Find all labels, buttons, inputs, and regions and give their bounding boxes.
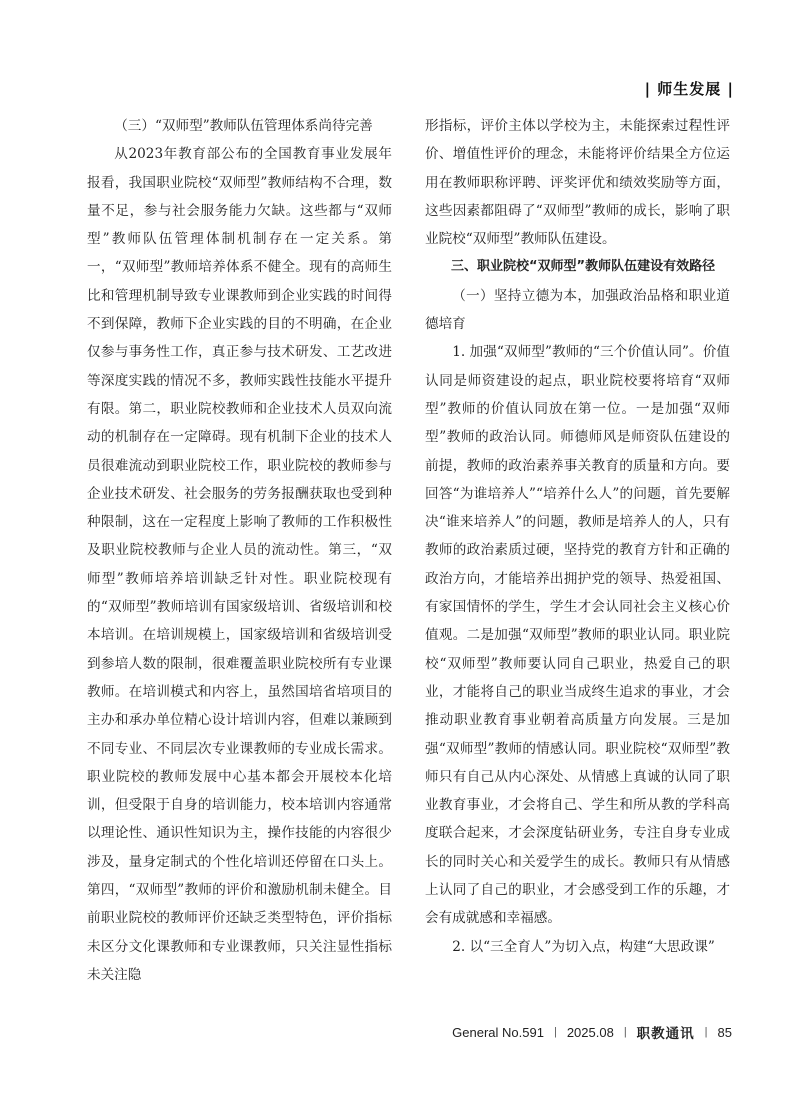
page-number: 85 [717, 1024, 732, 1040]
subsection-heading: （一）坚持立德为本，加强政治品格和职业道德培育 [425, 287, 730, 333]
footer-divider: | [623, 1026, 627, 1038]
section-heading: 三、职业院校“双师型”教师队伍建设有效路径 [451, 259, 716, 275]
left-column [87, 112, 392, 989]
section-tag: | 师生发展 | [644, 80, 734, 98]
issue-date: 2025.08 [566, 1024, 614, 1040]
page-footer [452, 1022, 732, 1042]
body-paragraph: 1. 加强“双师型”教师的“三个价值认同”。价值认同是师资建设的起点，职业院校要将培育“双师型”教师的价值认同放在第一位。一是加强“双师型”教师的政治认同。师德师风是师资队伍建设的前提，教师的政治素养事关教育的质量和方向。要回答“为谁培养人”“培养什么人”的问题，首先要解决“谁来培养人”的问题，教师是培养人的人，只有教师的政治素质过硬，坚持党的教育方针和正确的政治方向，才能培养出拥护党的领导、热爱祖国、有家国情怀的学生，学生才会认同社会主义核心价值观。二是加强“双师型”教师的职业认同。职业院校“双师型”教师要认同自己职业，热爱自己的职业，才能将自己的职业当成终生追求的事业，才会推动职业教育事业朝着高质量方向发展。三是加强“双师型”教师的情感认同。职业院校“双师型”教师只有自己从内心深处、从情感上真诚的认同了职业教育事业，才会将自己、学生和所从教的学科高度联合起来，才会深度钻研业务，专注自身专业成长的同时关心和关爱学生的成长。教师只有从情感上认同了自己的职业，才会感受到工作的乐趣，才会有成就感和幸福感。 [425, 344, 730, 927]
general-number: General No.591 [452, 1024, 544, 1040]
body-paragraph-continued: 形指标，评价主体以学校为主，未能探索过程性评价、增值性评价的理念，未能将评价结果全方位运用在教师职称评聘、评奖评优和绩效奖励等方面，这些因素都阻碍了“双师型”教师的成长，影响了职业院校“双师型”教师队伍建设。 [425, 118, 730, 248]
body-paragraph: 从2023年教育部公布的全国教育事业发展年报看，我国职业院校“双师型”教师结构不合理，数量不足，参与社会服务能力欠缺。这些都与“双师型”教师队伍管理体制机制存在一定关系。第一，“双师型”教师培养体系不健全。现有的高师生比和管理机制导致专业课教师到企业实践的时间得不到保障，教师下企业实践的目的不明确，在企业仅参与事务性工作，真正参与技术研发、工艺改进等深度实践的情况不多，教师实践性技能水平提升有限。第二，职业院校教师和企业技术人员双向流动的机制存在一定障碍。现有机制下企业的技术人员很难流动到职业院校工作，职业院校的教师参与企业技术研发、社会服务的劳务报酬获取也受到种种限制，这在一定程度上影响了教师的工作积极性及职业院校教师与企业人员的流动性。第三，“双师型”教师培养培训缺乏针对性。职业院校现有的“双师型”教师培训有国家级培训、省级培训和校本培训。在培训规模上，国家级培训和省级培训受到参培人数的限制，很难覆盖职业院校所有专业课教师。在培训模式和内容上，虽然国培省培项目的主办和承办单位精心设计培训内容，但难以兼顾到不同专业、不同层次专业课教师的专业成长需求。职业院校的教师发展中心基本都会开展校本化培训，但受限于自身的培训能力，校本培训内容通常以理论性、通识性知识为主，操作技能的内容很少涉及，量身定制式的个性化培训还停留在口头上。第四，“双师型”教师的评价和激励机制未健全。目前职业院校的教师评价还缺乏类型特色，评价指标未区分文化课教师和专业课教师，只关注显性指标未关注隐 [87, 146, 392, 983]
footer-divider: | [553, 1026, 557, 1038]
right-column [425, 112, 730, 961]
body-paragraph: 2. 以“三全育人”为切入点，构建“大思政课” [452, 938, 715, 955]
journal-name: 职教通讯 [636, 1026, 695, 1042]
subsection-heading: （三）“双师型”教师队伍管理体系尚待完善 [114, 118, 373, 134]
footer-divider: | [704, 1026, 708, 1038]
